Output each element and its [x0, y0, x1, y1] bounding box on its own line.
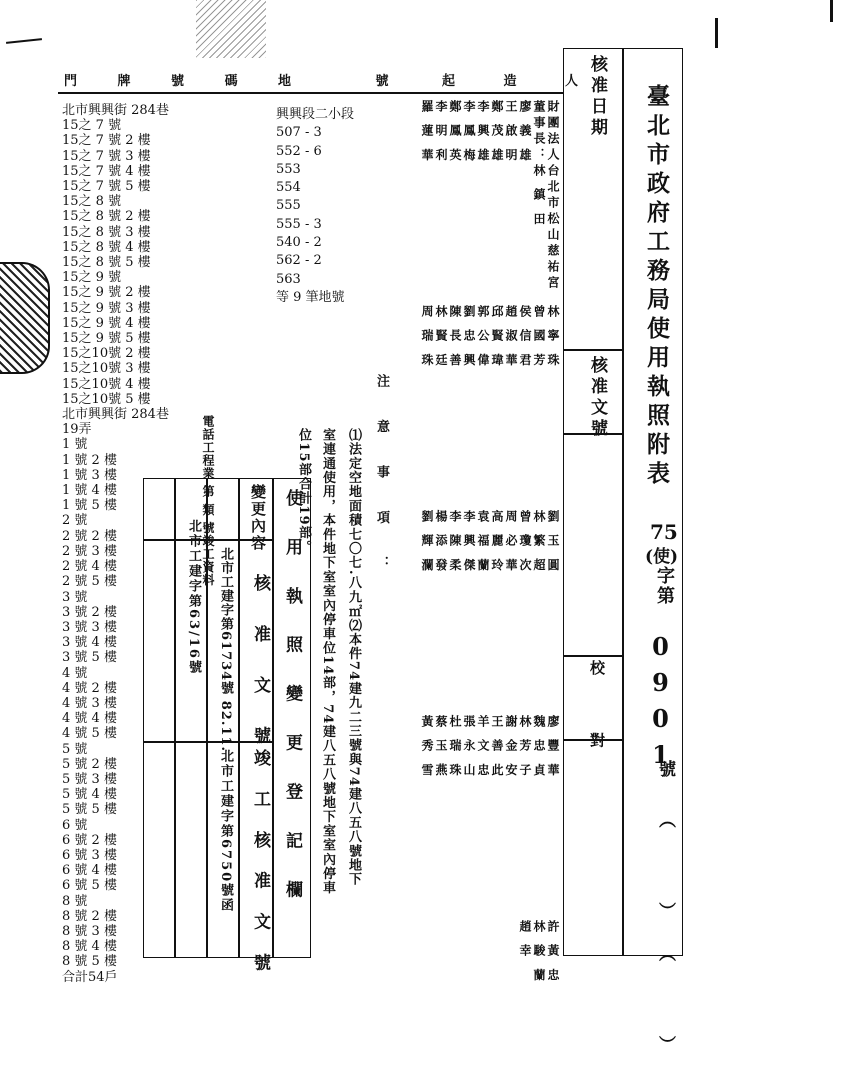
- land-number-row: 507 - 3: [276, 125, 322, 141]
- permit-number: 0901: [646, 632, 675, 776]
- door-number-row: 3 號 5 樓: [62, 650, 117, 666]
- door-number-row: 1 號 5 樓: [62, 498, 117, 514]
- notes-line-3: 位15部合計19部。: [296, 428, 311, 555]
- right-panel-divider: [622, 49, 624, 955]
- builder-column: 郭 公 偉: [476, 305, 490, 370]
- notes-line-2: 室連通使用，本件地下室室內停車位14部，74建八五八號地下室室內停車: [320, 428, 335, 895]
- door-number-row: 15之 7 號 5 樓: [62, 179, 151, 195]
- land-number-row: 553: [276, 161, 301, 177]
- header-land-number: 地 號: [278, 74, 429, 89]
- builder-column: 杜 瑞 珠: [448, 715, 462, 780]
- builder-column: 周 瑞 珠: [420, 305, 434, 370]
- door-number-row: 8 號 3 樓: [62, 923, 117, 939]
- builder-column: 林 芳 子: [518, 715, 532, 780]
- builder-list: [420, 100, 560, 985]
- builder-column: 劉 玉 圓: [546, 510, 560, 575]
- door-number-row: 3 號: [62, 589, 88, 605]
- builder-column: 廖 豐 華: [546, 715, 560, 780]
- builder-column: 侯 信 君: [518, 305, 532, 370]
- door-number-row: 8 號 4 樓: [62, 939, 117, 955]
- door-number-row: 15之10號 2 樓: [62, 346, 151, 362]
- proofread-label: 校 對: [588, 660, 606, 774]
- top-stamp-fragment: [196, 0, 266, 58]
- scan-mark: [830, 0, 833, 22]
- approval-number-label: 核准文號: [587, 356, 607, 440]
- door-number-row: 15之 7 號 2 樓: [62, 133, 151, 149]
- door-number-row: 6 號: [62, 817, 88, 833]
- header-door-plate: 門 牌 號 碼: [64, 74, 256, 89]
- door-number-row: 6 號 2 樓: [62, 832, 117, 848]
- land-number-list: [276, 106, 354, 307]
- door-number-row: 5 號 3 樓: [62, 771, 117, 787]
- change-table-col-3: 竣 工 核 准 文 號: [250, 749, 270, 980]
- builder-column: 陳 長 善: [448, 305, 462, 370]
- door-number-row: 15之 8 號 4 樓: [62, 239, 151, 255]
- notes-title: 注 意 事 項 ：: [374, 374, 389, 584]
- door-number-row: 5 號 5 樓: [62, 802, 117, 818]
- builder-column: 財團法人台北市松山慈祐宮: [546, 100, 560, 292]
- builder-column: 劉 忠 興: [462, 305, 476, 370]
- builder-column: 劉 輝 瀾: [420, 510, 434, 575]
- door-number-row: 8 號 5 樓: [62, 954, 117, 970]
- builder-column: 林 寧 珠: [546, 305, 560, 370]
- permit-suffix: 號（ ）（ ）: [655, 760, 675, 1086]
- door-number-row: 15之 9 號 5 樓: [62, 331, 151, 347]
- door-number-row: 8 號: [62, 893, 88, 909]
- builder-column: 周 必 華: [504, 510, 518, 575]
- door-number-row: 15之 9 號 2 樓: [62, 285, 151, 301]
- door-number-row: 1 號 2 樓: [62, 452, 117, 468]
- land-number-row: 555 - 3: [276, 216, 322, 232]
- door-number-row: 15之 7 號 3 樓: [62, 148, 151, 164]
- corner-stamp-fragment: [0, 262, 50, 374]
- builder-column: 鄭 茂 雄: [490, 100, 504, 165]
- permit-office: (使): [645, 547, 679, 567]
- door-number-row: 5 號 2 樓: [62, 756, 117, 772]
- change-table-row-2: 北市工建字第61734號 82.11.: [218, 547, 233, 752]
- door-number-row: 北市興興街 284巷: [62, 103, 169, 118]
- builder-column: 廖 義 雄: [518, 100, 532, 165]
- scan-mark: [6, 38, 42, 44]
- door-number-row: 2 號: [62, 513, 88, 529]
- door-number-row: 4 號 4 樓: [62, 711, 117, 727]
- builder-column: 謝 金 安: [504, 715, 518, 780]
- land-number-row: 540 - 2: [276, 235, 322, 251]
- door-number-row: 3 號 2 樓: [62, 604, 117, 620]
- door-number-row: 15之 8 號 3 樓: [62, 224, 151, 240]
- stamp-note: 電話工程業 第 類 號竣工資料: [201, 415, 215, 587]
- builder-column: 羅 蓮 華: [420, 100, 434, 165]
- builder-column: 袁 福 蘭: [476, 510, 490, 575]
- change-table: [143, 478, 311, 980]
- door-number-row: 1 號: [62, 437, 88, 453]
- land-number-row: 554: [276, 180, 301, 196]
- builder-column: 羊 文 忠: [476, 715, 490, 780]
- door-number-row: 2 號 3 樓: [62, 543, 117, 559]
- permit-year: 75: [650, 520, 678, 544]
- builder-column: 張 永 山: [462, 715, 476, 780]
- door-number-row: 15之10號 5 樓: [62, 391, 151, 407]
- door-number-row: 15之 8 號 5 樓: [62, 255, 151, 271]
- door-number-row: 4 號 5 樓: [62, 726, 117, 742]
- document-title: 臺北市政府工務局使用執照附表: [643, 84, 670, 490]
- change-table-col-1: 變更內容: [249, 484, 267, 552]
- door-number-row: 6 號 5 樓: [62, 878, 117, 894]
- builder-column: 邱 賢 瑋: [490, 305, 504, 370]
- door-number-row: 2 號 2 樓: [62, 528, 117, 544]
- door-number-row: 15之 7 號: [62, 118, 122, 134]
- door-number-row: 4 號: [62, 665, 88, 681]
- land-number-row: 興興段二小段: [276, 107, 355, 122]
- change-table-row-1: 北市工建字第6750號函: [218, 749, 233, 914]
- door-number-row: 15之 9 號 3 樓: [62, 300, 151, 316]
- land-number-row: 563: [276, 271, 301, 287]
- door-number-row: 4 號 3 樓: [62, 695, 117, 711]
- builder-column: 林 繁 超: [532, 510, 546, 575]
- builder-column: 鄭 鳳 英: [448, 100, 462, 165]
- right-panel-row-3: [564, 655, 622, 657]
- land-number-row: 562 - 2: [276, 253, 322, 269]
- door-number-row: 6 號 4 樓: [62, 863, 117, 879]
- door-number-row: 2 號 4 樓: [62, 559, 117, 575]
- door-number-row: 15之 9 號 4 樓: [62, 315, 151, 331]
- door-number-row: 15之 7 號 4 樓: [62, 163, 151, 179]
- door-number-row: 15之10號 3 樓: [62, 361, 151, 377]
- door-number-row: 合計54戶: [62, 969, 118, 985]
- builder-column: 曾 國 芳: [532, 305, 546, 370]
- builder-column: 李 陳 柔: [448, 510, 462, 575]
- scan-mark: [715, 18, 718, 48]
- builder-column: 魏 忠 貞: [532, 715, 546, 780]
- builder-column: 董事長：林 鎮 田: [532, 100, 546, 229]
- right-panel-row-1: [564, 349, 622, 351]
- door-number-row: 1 號 4 樓: [62, 483, 117, 499]
- change-table-col-divider-1: [238, 479, 240, 957]
- door-number-row: 15之 8 號 2 樓: [62, 209, 151, 225]
- door-number-row: 15之 9 號: [62, 270, 122, 286]
- door-number-row: 3 號 3 樓: [62, 619, 117, 635]
- door-number-row: 2 號 5 樓: [62, 574, 117, 590]
- door-number-row: 5 號 4 樓: [62, 787, 117, 803]
- builder-column: 李 鳳 梅: [462, 100, 476, 165]
- door-number-row: 8 號 2 樓: [62, 908, 117, 924]
- builder-column: 王 善 此: [490, 715, 504, 780]
- change-table-header: 使 用 執 照 變 更 登 記 欄: [282, 489, 302, 911]
- permit-char: 字第: [654, 566, 675, 606]
- change-table-col-divider-3: [174, 479, 176, 957]
- builder-column: 林 賢 廷: [434, 305, 448, 370]
- builder-column: 林 駿 蘭: [532, 920, 546, 985]
- builder-column: 李 興 雄: [476, 100, 490, 165]
- change-table-col-2: 核 准 文 號: [250, 574, 270, 758]
- header-builder: 起 造 人: [442, 74, 601, 89]
- builder-column: 李 明 利: [434, 100, 448, 165]
- door-number-row: 4 號 2 樓: [62, 680, 117, 696]
- land-number-row: 等 9 筆地號: [276, 289, 345, 305]
- door-number-row: 15之10號 4 樓: [62, 376, 151, 392]
- builder-column: 黃 秀 雪: [420, 715, 434, 780]
- change-table-row-3: 北市工建字第63/16號: [186, 519, 201, 675]
- door-number-row: 北市興興街 284巷: [62, 407, 169, 423]
- door-number-row: 19弄: [62, 422, 92, 438]
- builder-column: 高 麗 玲: [490, 510, 504, 575]
- land-number-row: 555: [276, 198, 301, 214]
- builder-column: 許 黃 忠: [546, 920, 560, 985]
- land-number-row: 552 - 6: [276, 143, 322, 159]
- builder-column: 蔡 玉 燕: [434, 715, 448, 780]
- builder-column: 趙 幸: [518, 920, 532, 961]
- door-number-row: 15之 8 號: [62, 194, 122, 210]
- builder-column: 楊 添 發: [434, 510, 448, 575]
- door-number-row: 6 號 3 樓: [62, 847, 117, 863]
- header-rule: [58, 92, 563, 94]
- approval-date-label: 核准日期: [587, 55, 607, 139]
- builder-column: 王 啟 明: [504, 100, 518, 165]
- door-number-row: 5 號: [62, 741, 88, 757]
- builder-column: 李 興 傑: [462, 510, 476, 575]
- door-number-row: 1 號 3 樓: [62, 467, 117, 483]
- builder-column: 曾 瓊 次: [518, 510, 532, 575]
- notes-line-1: ⑴法定空地面積七〇七.八九㎡⑵本件74建九二三號與74建八五八號地下: [346, 428, 361, 887]
- door-number-row: 3 號 4 樓: [62, 635, 117, 651]
- builder-column: 趙 淑 華: [504, 305, 518, 370]
